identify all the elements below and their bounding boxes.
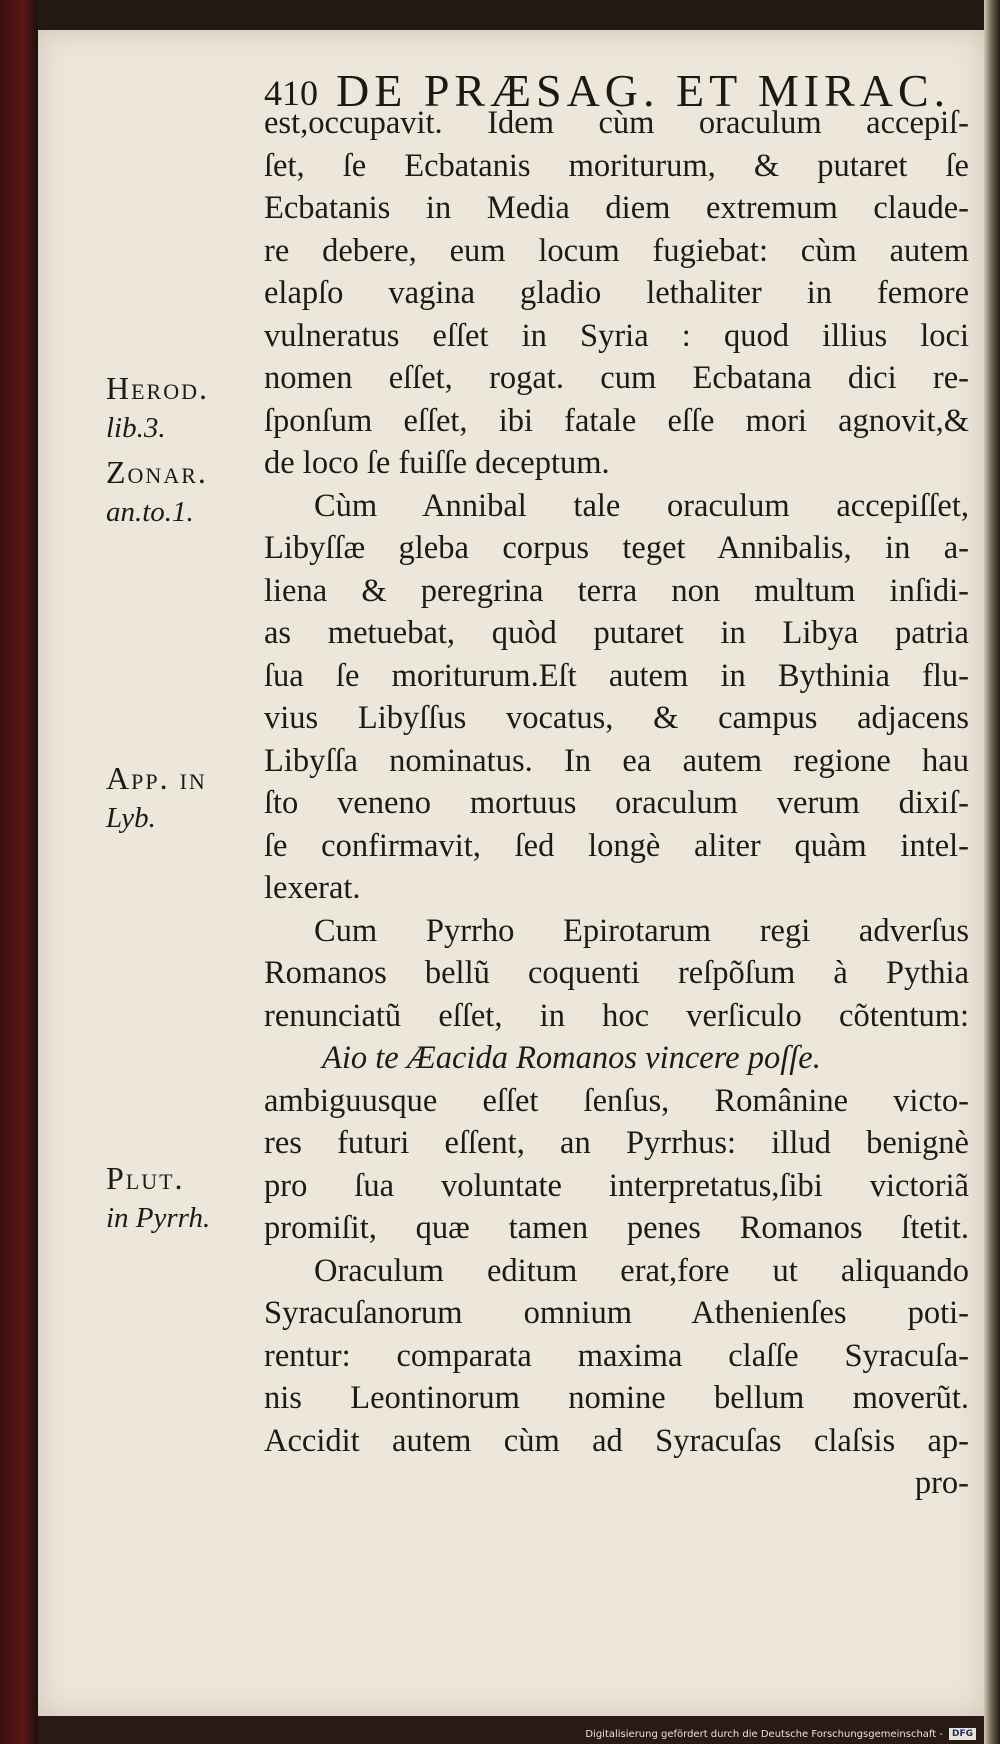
margin-note-zonaras: [106, 452, 266, 532]
text-line: nis Leontinorum nomine bellum moverũt.: [264, 1380, 969, 1416]
margin-note-appian: [106, 758, 266, 838]
page-number: 410: [264, 73, 318, 113]
digitization-credit: [585, 1728, 976, 1740]
main-text-block: [264, 102, 969, 1505]
text-line: promiſit, quæ tamen penes Romanos ſtetit.: [264, 1210, 969, 1246]
text-line: Cùm Annibal tale oraculum accepiſſet,: [314, 487, 969, 524]
text-line: Cum Pyrrho Epirotarum regi adverſus: [314, 912, 969, 949]
text-line: ſto veneno mortuus oraculum verum dixiſ-: [264, 785, 969, 821]
credit-text: Digitalisierung gefördert durch die Deutsche Forschungsgemeinschaft -: [585, 1728, 943, 1740]
text-line: rentur: comparata maxima claſſe Syracuſa-: [264, 1337, 969, 1374]
scan-top-edge: [0, 0, 1000, 30]
text-line: re debere, eum locum fugiebat: cùm autem: [264, 232, 969, 269]
margin-note-plutarch: [106, 1158, 266, 1238]
text-line: Accidit autem cùm ad Syracuſas claſsis ap-: [264, 1422, 969, 1459]
text-line: est,occupavit. Idem cùm oraculum accepiſ-: [264, 105, 969, 141]
text-line: ſponſum eſſet, ibi fatale eſſe mori agnovit,&: [264, 402, 969, 439]
text-line: as metuebat, quòd putaret in Libya patria: [264, 615, 969, 651]
margin-note-herodotus: [106, 368, 266, 448]
page-fore-edge: [984, 0, 1000, 1744]
text-line: res futuri eſſent, an Pyrrhus: illud benignè: [264, 1125, 969, 1161]
text-line: pro ſua voluntate interpretatus,ſibi victoriã: [264, 1167, 969, 1204]
margin-note-ref: in Pyrrh.: [106, 1202, 211, 1234]
text-line: Syracuſanorum omnium Athenienſes poti-: [264, 1295, 969, 1331]
margin-note-author: App. in: [106, 760, 207, 796]
text-line: lexerat.: [264, 870, 361, 906]
text-line: nomen eſſet, rogat. cum Ecbatana dici re-: [264, 360, 969, 396]
text-line: renunciatũ eſſet, in hoc verſiculo cõtentum:: [264, 997, 969, 1034]
margin-note-ref: Lyb.: [106, 802, 156, 834]
margin-note-author: Herod.: [106, 370, 209, 406]
text-line: de loco ſe fuiſſe deceptum.: [264, 445, 610, 481]
text-line: ſua ſe moriturum.Eſt autem in Bythinia flu-: [264, 657, 969, 694]
text-line: Libyſſa nominatus. In ea autem regione hau: [264, 742, 969, 779]
text-line: vulneratus eſſet in Syria : quod illius loci: [264, 317, 969, 354]
margin-note-ref: an.to.1.: [106, 496, 194, 528]
text-line: ſe confirmavit, ſed longè aliter quàm intel-: [264, 827, 969, 864]
text-line: ſet, ſe Ecbatanis moriturum, & putaret ſe: [264, 147, 969, 184]
text-line: Oraculum editum erat,fore ut aliquando: [314, 1252, 969, 1289]
text-line: vius Libyſſus vocatus, & campus adjacens: [264, 700, 969, 736]
text-line: Romanos bellũ coquenti reſpõſum à Pythia: [264, 955, 969, 991]
book-binding-edge: [0, 0, 38, 1744]
running-title: DE PRÆSAG. ET MIRAC.: [336, 65, 951, 116]
text-line: Ecbatanis in Media diem extremum claude-: [264, 190, 969, 226]
text-line: liena & peregrina terra non multum inſidi-: [264, 572, 969, 609]
catchword: pro-: [914, 1465, 969, 1501]
dfg-logo: DFG: [949, 1728, 976, 1740]
text-line: ambiguusque eſſet ſenſus, Românine victo-: [264, 1082, 969, 1119]
book-page: [38, 30, 984, 1716]
margin-note-ref: lib.3.: [106, 412, 166, 444]
margin-note-author: Zonar.: [106, 454, 208, 490]
verse-line: Aio te Æacida Romanos vincere poſſe.: [322, 1040, 821, 1076]
text-line: Libyſſæ gleba corpus teget Annibalis, in a-: [264, 530, 969, 566]
margin-note-author: Plut.: [106, 1160, 185, 1196]
text-line: elapſo vagina gladio lethaliter in femore: [264, 275, 969, 311]
